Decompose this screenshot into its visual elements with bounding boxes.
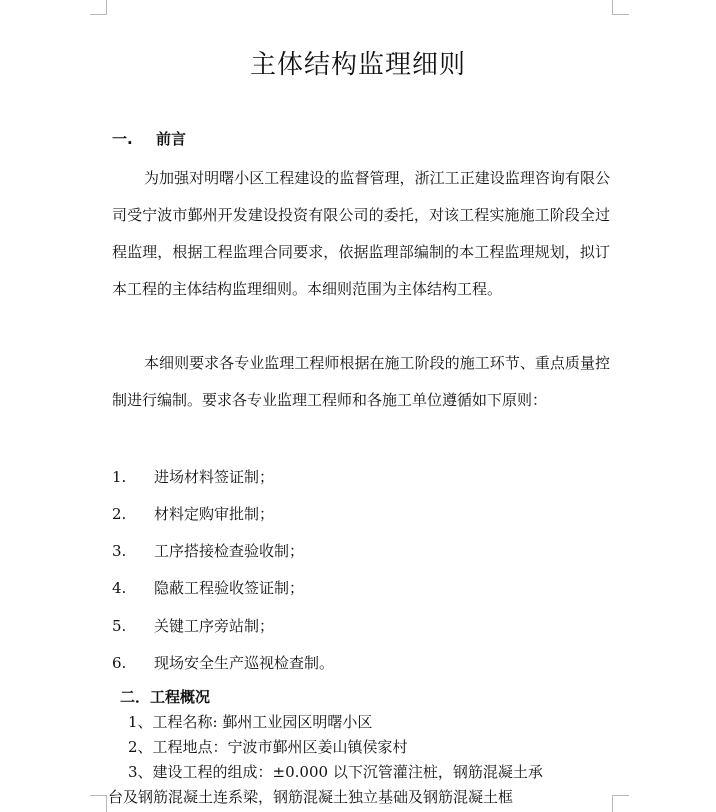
page-corner-mark-bottom-left: [90, 795, 107, 812]
list-item-number: 1.: [112, 468, 127, 486]
section-number: 一.: [112, 130, 133, 148]
preface-paragraph-1: 为加强对明曙小区工程建设的监督管理，浙江工正建设监理咨询有限公司受宁波市鄞州开发建设投资有限公司的委托，对该工程实施施工阶段全过程监理，根据工程监理合同要求，依据监理部编制的本工程监理规划，拟订本工程的主体结构监理细则。本细则范围为主体结构工程。: [112, 169, 610, 298]
list-item-number: 5.: [112, 617, 127, 635]
list-item-text: 工序搭接检查验收制；: [154, 542, 305, 560]
page-corner-mark-top-left: [90, 0, 107, 15]
preface-paragraph-2: 本细则要求各专业监理工程师根据在施工阶段的施工环节、重点质量控制进行编制。要求各专业监理工程师和各施工单位遵循如下原则：: [112, 354, 610, 409]
list-item: [112, 577, 304, 599]
list-item: [112, 466, 274, 488]
section-heading-project-overview: 二．工程概况: [120, 688, 211, 706]
list-item-text: 材料定购审批制；: [154, 505, 275, 523]
section-heading-preface: [112, 128, 186, 149]
list-item: [112, 652, 334, 674]
document-title: 主体结构监理细则: [249, 50, 466, 80]
list-item-text: 关键工序旁站制；: [154, 617, 275, 635]
list-item-text: 现场安全生产巡视检查制。: [154, 654, 335, 672]
list-item-text: 隐蔽工程验收签证制；: [154, 579, 305, 597]
list-item-number: 3.: [112, 542, 127, 560]
section-title: 前言: [156, 130, 187, 148]
page-corner-mark-top-right: [612, 0, 629, 15]
project-composition-line-1: 3、建设工程的组成：±0.000 以下沉管灌注桩，钢筋混凝土承: [128, 763, 543, 781]
project-name-line: 1、工程名称: 鄞州工业园区明曙小区: [128, 713, 373, 731]
page-corner-mark-bottom-right: [612, 795, 629, 812]
project-composition-line-2: 台及钢筋混凝土连系梁，钢筋混凝土独立基础及钢筋混凝土框: [108, 788, 514, 806]
list-item-text: 进场材料签证制；: [154, 468, 275, 486]
list-item: [112, 615, 274, 637]
list-item: [112, 540, 304, 562]
list-item-number: 6.: [112, 654, 127, 672]
project-composition-line: [108, 760, 612, 810]
list-item-number: 4.: [112, 579, 127, 597]
list-item-number: 2.: [112, 505, 127, 523]
project-location-line: 2、工程地点：宁波市鄞州区姜山镇侯家村: [128, 738, 408, 756]
list-item: [112, 503, 274, 525]
